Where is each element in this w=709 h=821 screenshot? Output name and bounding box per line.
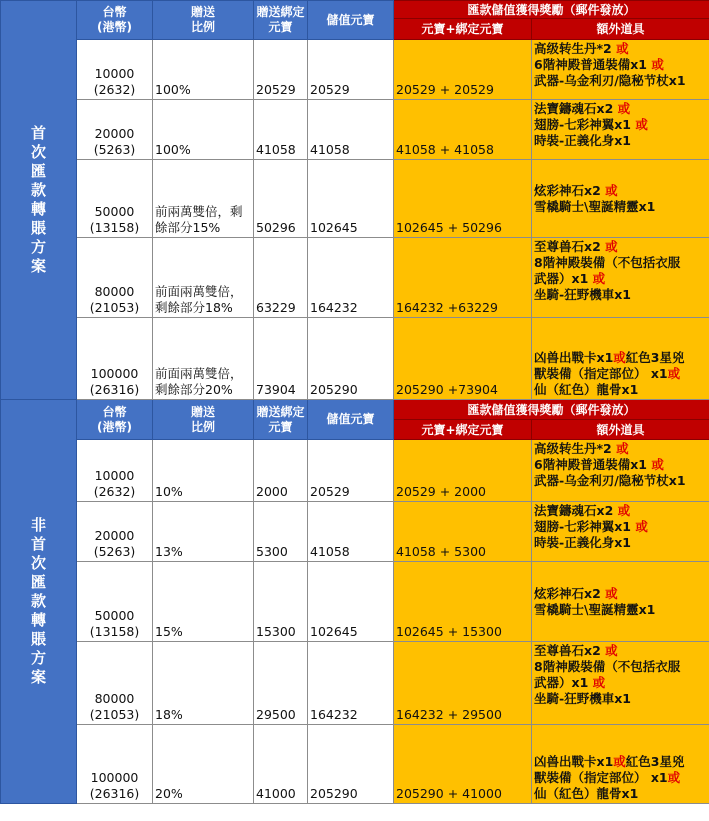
extra-items-cell: 炫彩神石x2 或 雪橇騎士\聖誕精靈x1 <box>532 562 709 642</box>
col-header-twd: 台幣 (港幣) <box>77 400 153 440</box>
bound-cell: 29500 <box>254 642 308 725</box>
ratio-cell: 100% <box>153 100 254 160</box>
stored-cell: 41058 <box>308 100 394 160</box>
table-row <box>1 318 709 400</box>
stored-cell: 205290 <box>308 725 394 804</box>
section-label-repeat: 非首次匯款轉賬方案 <box>1 400 77 804</box>
section-label-first: 首次匯款轉賬方案 <box>1 1 77 400</box>
col-header-ratio: 贈送 比例 <box>153 1 254 40</box>
table-row <box>1 562 709 642</box>
bound-cell: 15300 <box>254 562 308 642</box>
twd-cell: 20000 (5263) <box>77 100 153 160</box>
ratio-cell: 10% <box>153 440 254 502</box>
extra-items-cell: 至尊兽石x2 或 8階神殿裝備（不包括衣服 武器）x1 或 坐騎-狂野機車x1 <box>532 642 709 725</box>
extra-items-cell: 至尊兽石x2 或 8階神殿裝備（不包括衣服 武器）x1 或 坐騎-狂野機車x1 <box>532 238 709 318</box>
stored-cell: 102645 <box>308 160 394 238</box>
extra-items-cell: 高级转生丹*2 或 6階神殿普通裝備x1 或 武器-乌金利刃/隐秘节杖x1 <box>532 40 709 100</box>
total-cell: 205290 +73904 <box>394 318 532 400</box>
reward-title: 匯款儲值獲得獎勵（郵件發放） <box>394 1 709 19</box>
table-row <box>1 725 709 804</box>
stored-cell: 20529 <box>308 40 394 100</box>
col-header-stored: 儲值元寶 <box>308 1 394 40</box>
col-header-bound: 贈送綁定元寶 <box>254 1 308 40</box>
twd-cell: 20000 (5263) <box>77 502 153 562</box>
total-cell: 102645 + 50296 <box>394 160 532 238</box>
col-header-yuanbao: 元寶+綁定元寶 <box>394 420 532 440</box>
table-row <box>1 502 709 562</box>
ratio-cell: 100% <box>153 40 254 100</box>
table-row <box>1 160 709 238</box>
table-row <box>1 238 709 318</box>
twd-cell: 50000 (13158) <box>77 160 153 238</box>
ratio-cell: 前面兩萬雙倍，剩餘部分20% <box>153 318 254 400</box>
twd-cell: 80000 (21053) <box>77 642 153 725</box>
col-header-bound: 贈送綁定元寶 <box>254 400 308 440</box>
extra-items-cell: 凶兽出戰卡x1或紅色3星兇 獸裝備（指定部位） x1或 仙（紅色）龍骨x1 <box>532 725 709 804</box>
reward-title: 匯款儲值獲得獎勵（郵件發放） <box>394 400 709 420</box>
table-row <box>1 440 709 502</box>
extra-items-cell: 炫彩神石x2 或 雪橇騎士\聖誕精靈x1 <box>532 160 709 238</box>
twd-cell: 100000 (26316) <box>77 318 153 400</box>
extra-items-cell: 凶兽出戰卡x1或紅色3星兇 獸裝備（指定部位） x1或 仙（紅色）龍骨x1 <box>532 318 709 400</box>
extra-items-cell: 法寶鑄魂石x2 或 翅膀-七彩神翼x1 或 時裝-正義化身x1 <box>532 100 709 160</box>
stored-cell: 20529 <box>308 440 394 502</box>
stored-cell: 164232 <box>308 642 394 725</box>
ratio-cell: 15% <box>153 562 254 642</box>
total-cell: 20529 + 2000 <box>394 440 532 502</box>
bound-cell: 63229 <box>254 238 308 318</box>
twd-cell: 100000 (26316) <box>77 725 153 804</box>
ratio-cell: 18% <box>153 642 254 725</box>
total-cell: 205290 + 41000 <box>394 725 532 804</box>
total-cell: 164232 +63229 <box>394 238 532 318</box>
stored-cell: 205290 <box>308 318 394 400</box>
twd-cell: 10000 (2632) <box>77 40 153 100</box>
stored-cell: 102645 <box>308 562 394 642</box>
twd-cell: 80000 (21053) <box>77 238 153 318</box>
twd-cell: 50000 (13158) <box>77 562 153 642</box>
total-cell: 102645 + 15300 <box>394 562 532 642</box>
bound-cell: 41000 <box>254 725 308 804</box>
bound-cell: 73904 <box>254 318 308 400</box>
col-header-extra: 額外道具 <box>532 19 709 40</box>
total-cell: 164232 + 29500 <box>394 642 532 725</box>
table-row <box>1 642 709 725</box>
twd-cell: 10000 (2632) <box>77 440 153 502</box>
bound-cell: 2000 <box>254 440 308 502</box>
col-header-ratio: 贈送 比例 <box>153 400 254 440</box>
ratio-cell: 13% <box>153 502 254 562</box>
bound-cell: 41058 <box>254 100 308 160</box>
col-header-twd: 台幣 (港幣) <box>77 1 153 40</box>
col-header-yuanbao: 元寶+綁定元寶 <box>394 19 532 40</box>
total-cell: 41058 + 41058 <box>394 100 532 160</box>
ratio-cell: 前兩萬雙倍，剩餘部分15% <box>153 160 254 238</box>
bound-cell: 50296 <box>254 160 308 238</box>
total-cell: 20529 + 20529 <box>394 40 532 100</box>
col-header-stored: 儲值元寶 <box>308 400 394 440</box>
stored-cell: 164232 <box>308 238 394 318</box>
extra-items-cell: 高级转生丹*2 或 6階神殿普通裝備x1 或 武器-乌金利刃/隐秘节杖x1 <box>532 440 709 502</box>
col-header-extra: 額外道具 <box>532 420 709 440</box>
table-row <box>1 100 709 160</box>
bound-cell: 20529 <box>254 40 308 100</box>
stored-cell: 41058 <box>308 502 394 562</box>
extra-items-cell: 法寶鑄魂石x2 或 翅膀-七彩神翼x1 或 時裝-正義化身x1 <box>532 502 709 562</box>
table-row <box>1 40 709 100</box>
ratio-cell: 20% <box>153 725 254 804</box>
ratio-cell: 前面兩萬雙倍，剩餘部分18% <box>153 238 254 318</box>
bound-cell: 5300 <box>254 502 308 562</box>
total-cell: 41058 + 5300 <box>394 502 532 562</box>
